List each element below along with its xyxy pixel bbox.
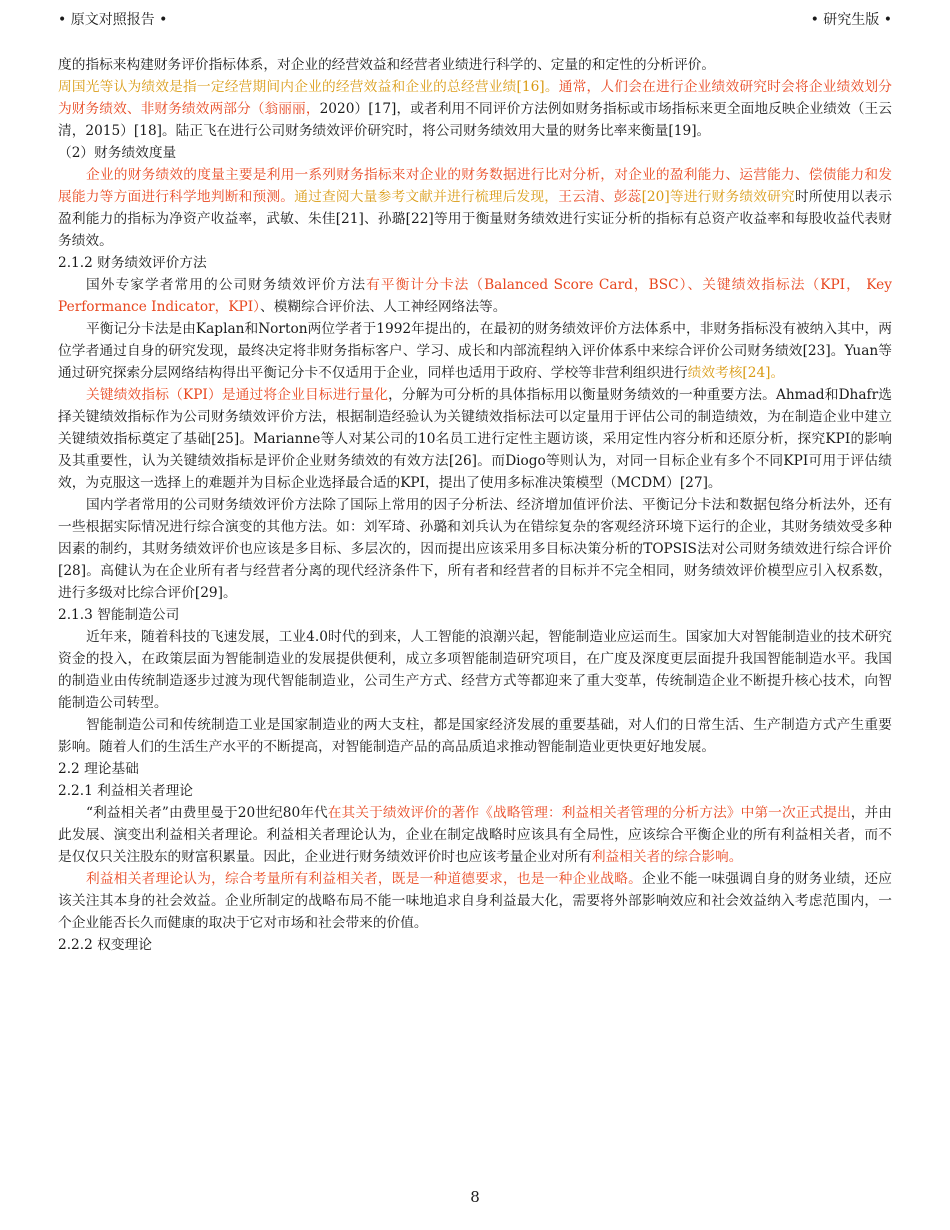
highlighted-text: 利益相关者理论认为，综合考量所有利益相关者，既是一种道德要求，也是一种企业战略。: [86, 871, 642, 887]
highlighted-text: 王云清、彭蕊: [558, 189, 642, 205]
text-segment: 国内学者常用的公司财务绩效评价方法除了国际上常用的因子分析法、经济增加值评价法、平衡记分卡法和数据包络分析法外，还有一些根据实际情况进行综合演变的其他方法。如：刘军琦、孙璐和刘兵认为在错综复杂的客观经济环境下运行的企业，其财务绩效受多种因素的制约，其财务绩效评价也应该是多目标、多层次的，因而提出应该采用多目标决策分析的TOPSIS法对公司财务绩效进行综合评价[28]。高健认为在企业所有者与经营者分离的现代经济条件下，所有者和经营者的目标并不完全相同，财务绩效评价模型应引入权系数，进行多级对比综合评价[29]。: [58, 497, 892, 601]
text-segment: 2.2.1 利益相关者理论: [58, 783, 193, 799]
text-segment: 智能制造公司和传统制造工业是国家制造业的两大支柱，都是国家经济发展的重要基础，对人们的日常生活、生产制造方式产生重要影响。随着人们的生活生产水平的不断提高，对智能制造产品的高品质追求推动智能制造业更快更好地发展。: [58, 717, 892, 755]
text-segment: 企业不能一味强调自身的财务业绩，还应该关注其本身的社会效益。企业所制定的战略布局不能一味地追求自身利益最大化，需要将外部影响效应和社会效益纳入考虑范围内，一个企业能否长久而健康的取决于它对市场和社会带来的价值。: [58, 871, 892, 931]
highlighted-text: 通过查阅大量参考文献并进行梳理后发现，: [294, 189, 559, 205]
text-segment: （2）财务绩效度量: [58, 145, 177, 161]
text-segment: 2.2.2 权变理论: [58, 937, 152, 953]
highlighted-text: 在其关于绩效评价的著作《战略管理：利益相关者管理的分析方法》中第一次正式提出: [327, 805, 851, 821]
text-segment: ，分解为可分析的具体指标用以衡量财务绩效的一种重要方法。Ahmad和Dhafr选择关键绩效指标作为公司财务绩效评价方法，根据制造经验认为关键绩效指标法可以定量用于评估公司的制造绩效，为在制造企业中建立关键绩效指标奠定了基础[25]。Marianne等人对某公司的10名员工进行定性主题访谈，采用定性内容分析和还原分析，探究KPI的影响及其重要性，认为关键绩效指标是评价企业财务绩效的有效方法[26]。而Diogo等则认为，对同一目标企业有多个不同KPI可用于评估绩效，为克服这一选择上的难题并为目标企业选择最合适的KPI，提出了使用多标准决策模型（MCDM）[27]。: [58, 387, 892, 491]
text-segment: 近年来，随着科技的飞速发展，工业4.0时代的到来，人工智能的浪潮兴起，智能制造业应运而生。国家加大对智能制造业的技术研究资金的投入，在政策层面为智能制造业的发展提供便利，成立多项智能制造研究项目，在广度及深度更层面提升我国智能制造水平。我国的制造业由传统制造逐步过渡为现代智能制造业，公司生产方式、经营方式等都迎来了重大变革，传统制造企业不断提升核心技术，向智能制造公司转型。: [58, 629, 892, 711]
body-paragraph: [58, 164, 892, 252]
heading-or-line: [58, 604, 892, 626]
heading-or-line: [58, 934, 892, 956]
edition-label: • 研究生版 •: [810, 12, 892, 28]
heading-or-line: [58, 54, 892, 76]
body-paragraph: [58, 802, 892, 868]
document-body: [58, 54, 892, 956]
page-number: 8: [470, 1188, 480, 1206]
body-paragraph: [58, 494, 892, 604]
body-paragraph: [58, 384, 892, 494]
heading-or-line: [58, 142, 892, 164]
body-paragraph: [58, 274, 892, 318]
text-segment: 平衡记分卡法是由Kaplan和Norton两位学者于1992年提出的，在最初的财务绩效评价方法体系中，非财务指标没有被纳入其中，两位学者通过自身的研究发现，最终决定将非财务指标客户、学习、成长和内部流程纳入评价体系中来综合评价公司财务绩效[23]。Yuan等通过研究探索分层网络结构得出平衡记分卡不仅适用于企业，同样也适用于政府、学校等非营利组织进行: [58, 321, 892, 381]
highlighted-text: 通常，人们会在进行企业绩效研究时会将企业绩效划分为财务绩效、非财务绩效两部分（翁丽丽，: [58, 79, 892, 117]
text-segment: 2.1.2 财务绩效评价方法: [58, 255, 207, 271]
highlighted-text: 有平衡计分卡法（Balanced Score Card，BSC）、关键绩效指标法（KPI， Key Performance Indicator，KPI）: [58, 277, 892, 315]
heading-or-line: [58, 252, 892, 274]
highlighted-text: 绩效考核[24]。: [687, 365, 785, 381]
body-paragraph: [58, 714, 892, 758]
body-paragraph: [58, 626, 892, 714]
body-paragraph: [58, 318, 892, 384]
text-segment: ，并由此发展、演变出利益相关者理论。利益相关者理论认为，企业在制定战略时应该具有全局性，应该综合平衡企业的所有利益相关者，而不是仅仅只关注股东的财富积累量。因此，企业进行财务绩效评价时也应该考量企业对所有: [58, 805, 892, 865]
text-segment: “利益相关者”由费里曼于20世纪80年代: [86, 805, 328, 821]
text-segment: 2.1.3 智能制造公司: [58, 607, 180, 623]
highlighted-text: 关键绩效指标（KPI）是通过将企业目标进行量化: [86, 387, 389, 403]
highlighted-text: 周国光等认为绩效是指一定经营期间内企业的经营效益和企业的总经营业绩[16]。: [58, 79, 559, 95]
highlighted-text: [20]等进行财务绩效研究: [641, 189, 795, 205]
heading-or-line: [58, 76, 892, 142]
highlighted-text: 企业的财务绩效的度量主要是利用一系列财务指标来对企业的财务数据进行比对分析，对企业的盈利能力、运营能力、偿债能力和发展能力等方面进行科学地判断和预测。: [58, 167, 892, 205]
text-segment: 2.2 理论基础: [58, 761, 139, 777]
report-type-label: • 原文对照报告 •: [58, 12, 168, 28]
text-segment: 度的指标来构建财务评价指标体系，对企业的经营效益和经营者业绩进行科学的、定量的和定性的分析评价。: [58, 57, 716, 73]
highlighted-text: 利益相关者的综合影响。: [591, 849, 743, 865]
heading-or-line: [58, 758, 892, 780]
text-segment: 2020）[17]，或者利用不同评价方法例如财务指标或市场指标来更全面地反映企业绩效（王云清，2015）[18]。陆正飞在进行公司财务绩效评价研究时，将公司财务绩效用大量的财务比率来衡量[19]。: [58, 101, 892, 139]
page-header: [58, 8, 892, 32]
text-segment: 国外专家学者常用的公司财务绩效评价方法: [86, 277, 367, 293]
heading-or-line: [58, 780, 892, 802]
body-paragraph: [58, 868, 892, 934]
text-segment: 、模糊综合评价法、人工神经网络法等。: [260, 299, 507, 315]
text-segment: 时所使用以表示盈利能力的指标为净资产收益率，武敏、朱佳[21]、孙璐[22]等用于衡量财务绩效进行实证分析的指标有总资产收益率和每股收益代表财务绩效。: [58, 189, 892, 249]
